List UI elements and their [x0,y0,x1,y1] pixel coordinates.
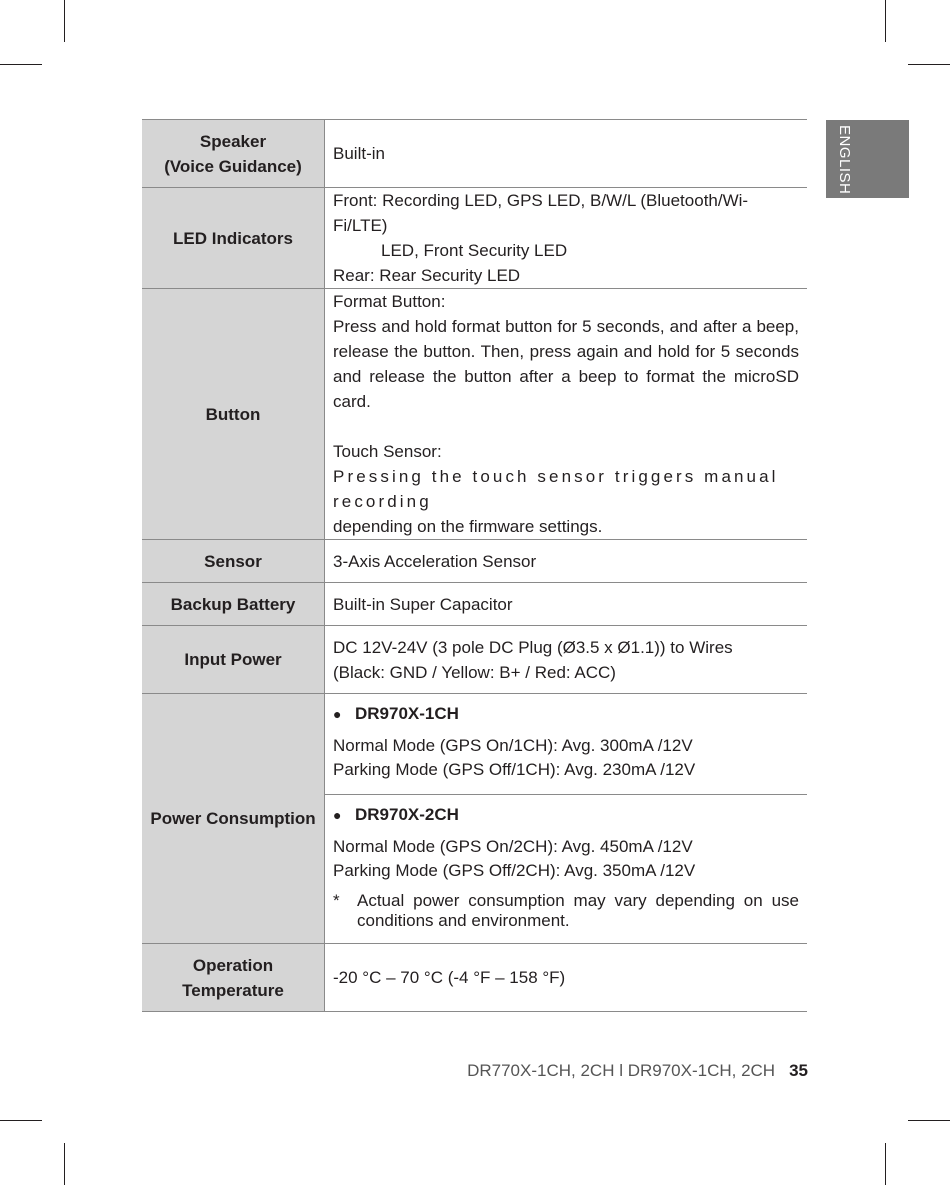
row-value [325,944,808,1012]
label-text: Sensor [204,551,262,571]
row-label [142,694,325,944]
page-number: 35 [789,1061,808,1080]
table-row-led-indicators [142,188,807,289]
row-value [325,626,808,694]
value-text: Pressing the touch sensor triggers manual recording [333,467,779,511]
asterisk: * [333,891,340,910]
model-name: DR970X-2CH [355,805,459,824]
row-label [142,944,325,1012]
table-row-operation-temperature [142,944,807,1012]
language-tab-label: ENGLISH [836,125,853,195]
label-text: Operation [192,955,274,975]
value-text: Built-in [333,144,385,163]
table-row-backup-battery [142,583,807,626]
bullet-icon: ● [333,807,342,823]
power-block-1ch [325,694,807,795]
row-value [325,694,808,944]
spec-table [142,119,807,1012]
table-row-sensor [142,540,807,583]
row-label [142,289,325,540]
value-text: 3-Axis Acceleration Sensor [333,551,537,571]
row-value [325,540,808,583]
table-row-input-power [142,626,807,694]
model-name: DR970X-1CH [355,704,459,723]
value-text: Parking Mode (GPS Off/2CH): Avg. 350mA /12V [333,861,696,880]
crop-mark [908,64,950,65]
value-text: Parking Mode (GPS Off/1CH): Avg. 230mA /12V [333,760,696,779]
value-text: -20 °C – 70 °C (-4 °F – 158 °F) [333,968,566,987]
model-title [333,702,799,726]
value-text: Touch Sensor: [333,442,442,461]
crop-mark [64,1143,65,1185]
crop-mark [885,1143,886,1185]
note-text: Actual power consumption may vary depending on use conditions and environment. [357,891,799,930]
value-text: Front: Recording LED, GPS LED, B/W/L (Bluetooth/Wi-Fi/LTE) [333,191,749,235]
bullet-icon: ● [333,706,342,722]
value-text: Press and hold format button for 5 seconds, and after a beep, release the button. Then, press again and hold for 5 seconds and release the button after a beep to format the microSD card. [333,317,799,411]
language-tab [826,120,909,198]
value-text: Normal Mode (GPS On/2CH): Avg. 450mA /12V [333,837,693,856]
row-label [142,540,325,583]
label-text: Temperature [182,980,284,1000]
label-text: Input Power [184,650,282,669]
value-text: Built-in Super Capacitor [333,594,513,614]
value-text: DC 12V-24V (3 pole DC Plug (Ø3.5 x Ø1.1)) to Wires [333,637,733,657]
power-block-2ch [325,795,807,943]
crop-mark [908,1120,950,1121]
crop-mark [885,0,886,42]
table-row-button [142,289,807,540]
row-value [325,120,808,188]
value-text: LED, Front Security LED [381,241,568,260]
row-value [325,188,808,289]
row-label [142,583,325,626]
row-label [142,120,325,188]
label-text: Backup Battery [170,594,296,614]
value-text: depending on the firmware settings. [333,517,603,536]
value-text: Normal Mode (GPS On/1CH): Avg. 300mA /12V [333,736,693,755]
power-note [333,891,799,931]
crop-mark [0,64,42,65]
page-footer [467,1061,808,1081]
value-text: (Black: GND / Yellow: B+ / Red: ACC) [333,662,616,682]
label-text: (Voice Guidance) [164,156,302,176]
label-text: LED Indicators [173,228,293,248]
table-row-speaker [142,120,807,188]
value-text: Format Button: [333,292,446,311]
model-title [333,803,799,827]
row-label [142,188,325,289]
crop-mark [64,0,65,42]
crop-mark [0,1120,42,1121]
row-label [142,626,325,694]
label-text: Speaker [199,131,267,151]
footer-models: DR770X-1CH, 2CH l DR970X-1CH, 2CH [467,1061,776,1080]
row-value [325,583,808,626]
label-text: Button [205,404,261,424]
table-row-power-consumption [142,694,807,944]
label-text: Power Consumption [150,809,316,828]
row-value [325,289,808,540]
value-text: Rear: Rear Security LED [333,266,521,285]
